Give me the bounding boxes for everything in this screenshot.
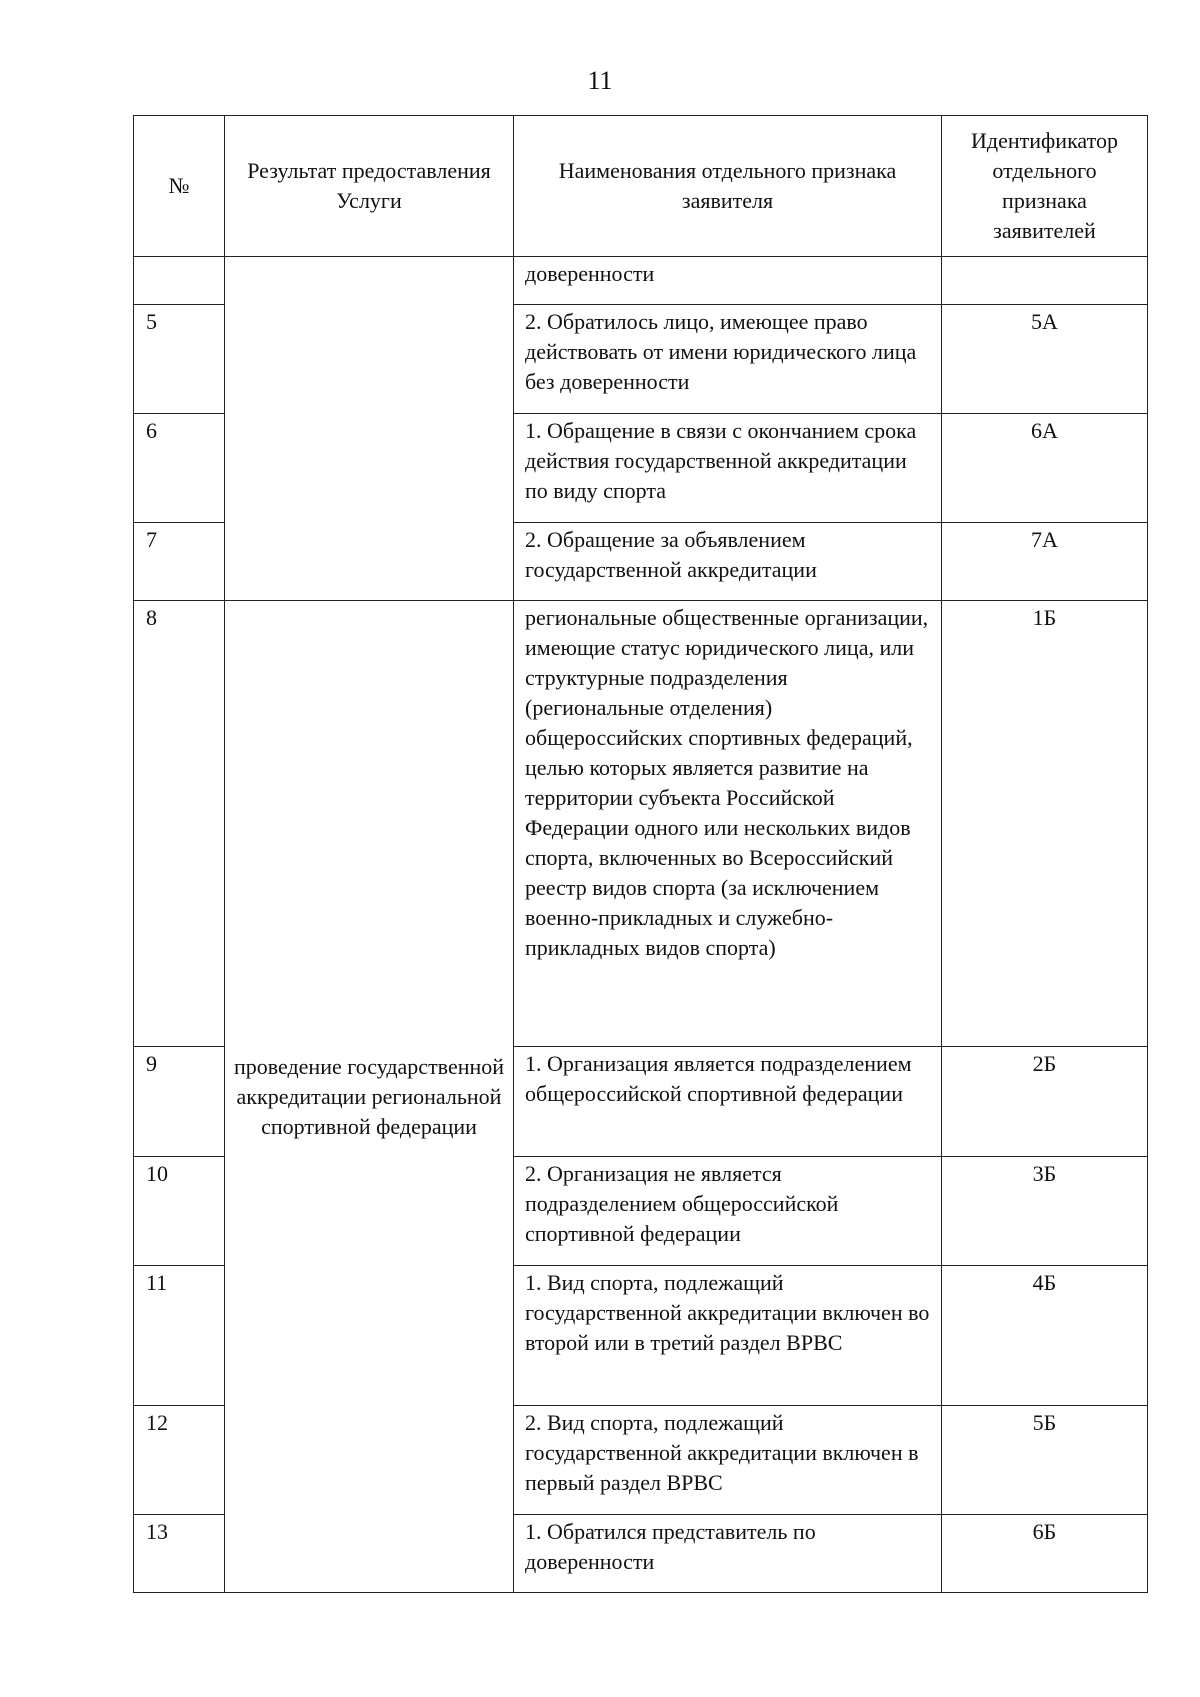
row-identifier: 1Б [942, 601, 1148, 1047]
row-number [134, 257, 225, 305]
row-description: 2. Обращение за объявлением государственной аккредитации [514, 523, 942, 601]
header-number: № [134, 116, 225, 257]
row-identifier: 5Б [942, 1406, 1148, 1515]
row-description: региональные общественные организации, имеющие статус юридического лица, или структурные подразделения (региональные отделения) общероссийских спортивных федераций, целью которых является развитие на территории субъекта Российской Федерации одного или нескольких видов спорта, включенных во Всероссийский реестр видов спорта (за исключением военно-прикладных и служебно-прикладных видов спорта) [514, 601, 942, 1047]
row-description: 1. Организация является подразделением общероссийской спортивной федерации [514, 1047, 942, 1157]
applicant-features-table [133, 115, 1148, 1593]
row-number: 8 [134, 601, 225, 1047]
row-description: 1. Обратился представитель по доверенности [514, 1515, 942, 1593]
row-number: 12 [134, 1406, 225, 1515]
header-feature-name: Наименования отдельного признака заявителя [514, 116, 942, 257]
row-identifier: 5А [942, 305, 1148, 414]
row-identifier: 7А [942, 523, 1148, 601]
row-description: 2. Вид спорта, подлежащий государственной аккредитации включен в первый раздел ВРВС [514, 1406, 942, 1515]
row-identifier: 3Б [942, 1157, 1148, 1266]
row-description: 1. Вид спорта, подлежащий государственной аккредитации включен во второй или в третий раздел ВРВС [514, 1266, 942, 1406]
row-identifier [942, 257, 1148, 305]
row-number: 7 [134, 523, 225, 601]
row-identifier: 6А [942, 414, 1148, 523]
header-result: Результат предоставления Услуги [225, 116, 514, 257]
row-number: 5 [134, 305, 225, 414]
row-number: 11 [134, 1266, 225, 1406]
row-identifier: 6Б [942, 1515, 1148, 1593]
row-number: 6 [134, 414, 225, 523]
table-header-row [134, 116, 1148, 257]
header-feature-id: Идентификатор отдельного признака заявителей [942, 116, 1148, 257]
row-description: 2. Обратилось лицо, имеющее право действовать от имени юридического лица без доверенности [514, 305, 942, 414]
row-identifier: 2Б [942, 1047, 1148, 1157]
table-row-continuation [134, 257, 1148, 305]
result-cell-group-a [225, 257, 514, 601]
row-identifier: 4Б [942, 1266, 1148, 1406]
row-description: доверенности [514, 257, 942, 305]
row-description: 1. Обращение в связи с окончанием срока действия государственной аккредитации по виду спорта [514, 414, 942, 523]
row-number: 9 [134, 1047, 225, 1157]
table-row [134, 601, 1148, 1047]
row-number: 13 [134, 1515, 225, 1593]
row-number: 10 [134, 1157, 225, 1266]
result-cell-group-b: проведение государственной аккредитации региональной спортивной федерации [225, 601, 514, 1593]
row-description: 2. Организация не является подразделением общероссийской спортивной федерации [514, 1157, 942, 1266]
page-number: 11 [587, 66, 613, 95]
